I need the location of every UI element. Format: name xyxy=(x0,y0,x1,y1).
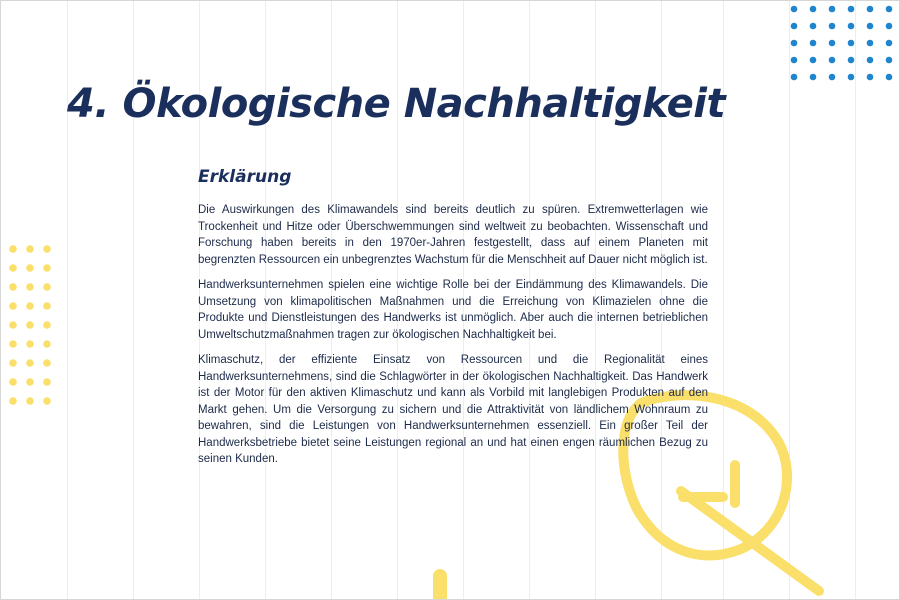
blue-dot-pattern xyxy=(785,1,900,91)
section-heading: Erklärung xyxy=(198,167,292,187)
paragraph: Handwerksunternehmen spielen eine wichtige Rolle bei der Eindämmung des Klimawandels. Die Umsetzung von klimapolitischen Maßnahmen und die Erreichung von Klimazielen ohne die Produkte und Dienstleistungen des Handwerks ist unmöglich. Aber auch die internen betrieblichen Umweltschutzmaßnahmen tragen zur ökologischen Nachhaltigkeit bei. xyxy=(198,279,708,341)
paragraph: Klimaschutz, der effiziente Einsatz von Ressourcen und die Regionalität eines Handwerksunternehmens, sind die Schlagwörter in der ökologischen Nachhaltigkeit. Das Handwerk ist der Motor für den aktiven Klimaschutz und kann als Vorbild mit langlebigen Produkten auf den Markt gehen. Um die Versorgung zu sichern und die Attraktivität von ländlichem Wohnraum zu bewahren, sind die Leistungen von Handwerksunternehmen essenziell. Ein großer Teil der Handwerksbetriebe bietet seine Leistungen regional an und hat einen engen räumlichen Bezug zu seinen Kunden. xyxy=(198,354,708,465)
decorative-bar xyxy=(433,569,447,600)
paragraph: Die Auswirkungen des Klimawandels sind bereits deutlich zu spüren. Extremwetterlagen wie Trockenheit und Hitze oder Überschwemmungen sind weltweit zu beobachten. Wissenschaft und Forschung haben bereits in den 1970er-Jahren festgestellt, dass auf einem Planeten mit begrenzten Ressourcen ein unbegrenztes Wachstum für die Menschheit auf Dauer nicht möglich ist. xyxy=(198,204,708,266)
page-title: 4. Ökologische Nachhaltigkeit xyxy=(67,81,726,127)
yellow-dot-pattern xyxy=(1,239,61,411)
text-column xyxy=(198,167,708,477)
